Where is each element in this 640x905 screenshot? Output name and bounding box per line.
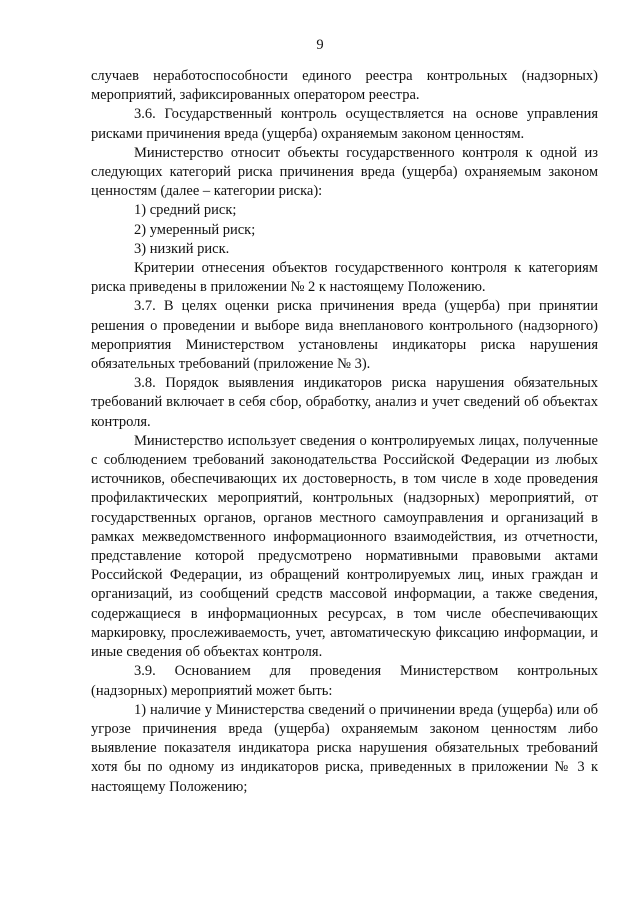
paragraph-3-6: 3.6. Государственный контроль осуществляется на основе управления рисками причинения вреда (ущерба) охраняемым законом ценностям. (91, 106, 598, 142)
paragraph-criteria: Критерии отнесения объектов государственного контроля к категориям риска приведены в приложении № 2 к настоящему Положению. (91, 260, 598, 296)
paragraph-3-8: 3.8. Порядок выявления индикаторов риска нарушения обязательных требований включает в себя сбор, обработку, анализ и учет сведений об объектах контроля. (91, 375, 598, 430)
paragraph-information-sources: Министерство использует сведения о контролируемых лицах, полученные с соблюдением требований законодательства Российской Федерации из любых источников, обеспечивающих их достоверность, в том числе в ходе проведения профилактических мероприятий, контрольных (надзорных) мероприятий, от государственных органов, органов местного самоуправления и организаций в рамках межведомственного информационного взаимодействия, из отчетности, представление которой предусмотрено нормативными правовыми актами Российской Федерации, из обращений контролируемых лиц, иных граждан и организаций, из сообщений средств массовой информации, а также сведения, содержащиеся в информационных ресурсах, в том числе обеспечивающих маркировку, прослеживаемость, учет, автоматическую фиксацию информации, и иные сведения об объектах контроля. (91, 432, 598, 661)
document-body (91, 67, 598, 797)
list-item-low-risk: 3) низкий риск. (134, 240, 230, 257)
paragraph-3-7: 3.7. В целях оценки риска причинения вреда (ущерба) при принятии решения о проведении и выборе вида внепланового контрольного (надзорного) мероприятия Министерством установлены индикаторы риска нарушения обязательных требований (приложение № 3). (91, 298, 598, 373)
paragraph-continuation: случаев неработоспособности единого реестра контрольных (надзорных) мероприятий, зафиксированных оператором реестра. (91, 68, 598, 104)
list-item-moderate-risk: 2) умеренный риск; (134, 221, 256, 238)
paragraph-3-9: 3.9. Основанием для проведения Министерством контрольных (надзорных) мероприятий может быть: (91, 663, 598, 699)
paragraph-3-9-item-1: 1) наличие у Министерства сведений о причинении вреда (ущерба) или об угрозе причинения вреда (ущерба) охраняемым законом ценностям либо выявление показателя индикатора риска нарушения обязательных требований хотя бы по одному из индикаторов риска, приведенных в приложении № 3 к настоящему Положению; (91, 701, 598, 795)
paragraph-risk-categories-intro: Министерство относит объекты государственного контроля к одной из следующих категорий риска причинения вреда (ущерба) охраняемым законом ценностям (далее – категории риска): (91, 144, 598, 200)
list-item-medium-risk: 1) средний риск; (134, 202, 237, 219)
page-number: 9 (316, 37, 324, 53)
